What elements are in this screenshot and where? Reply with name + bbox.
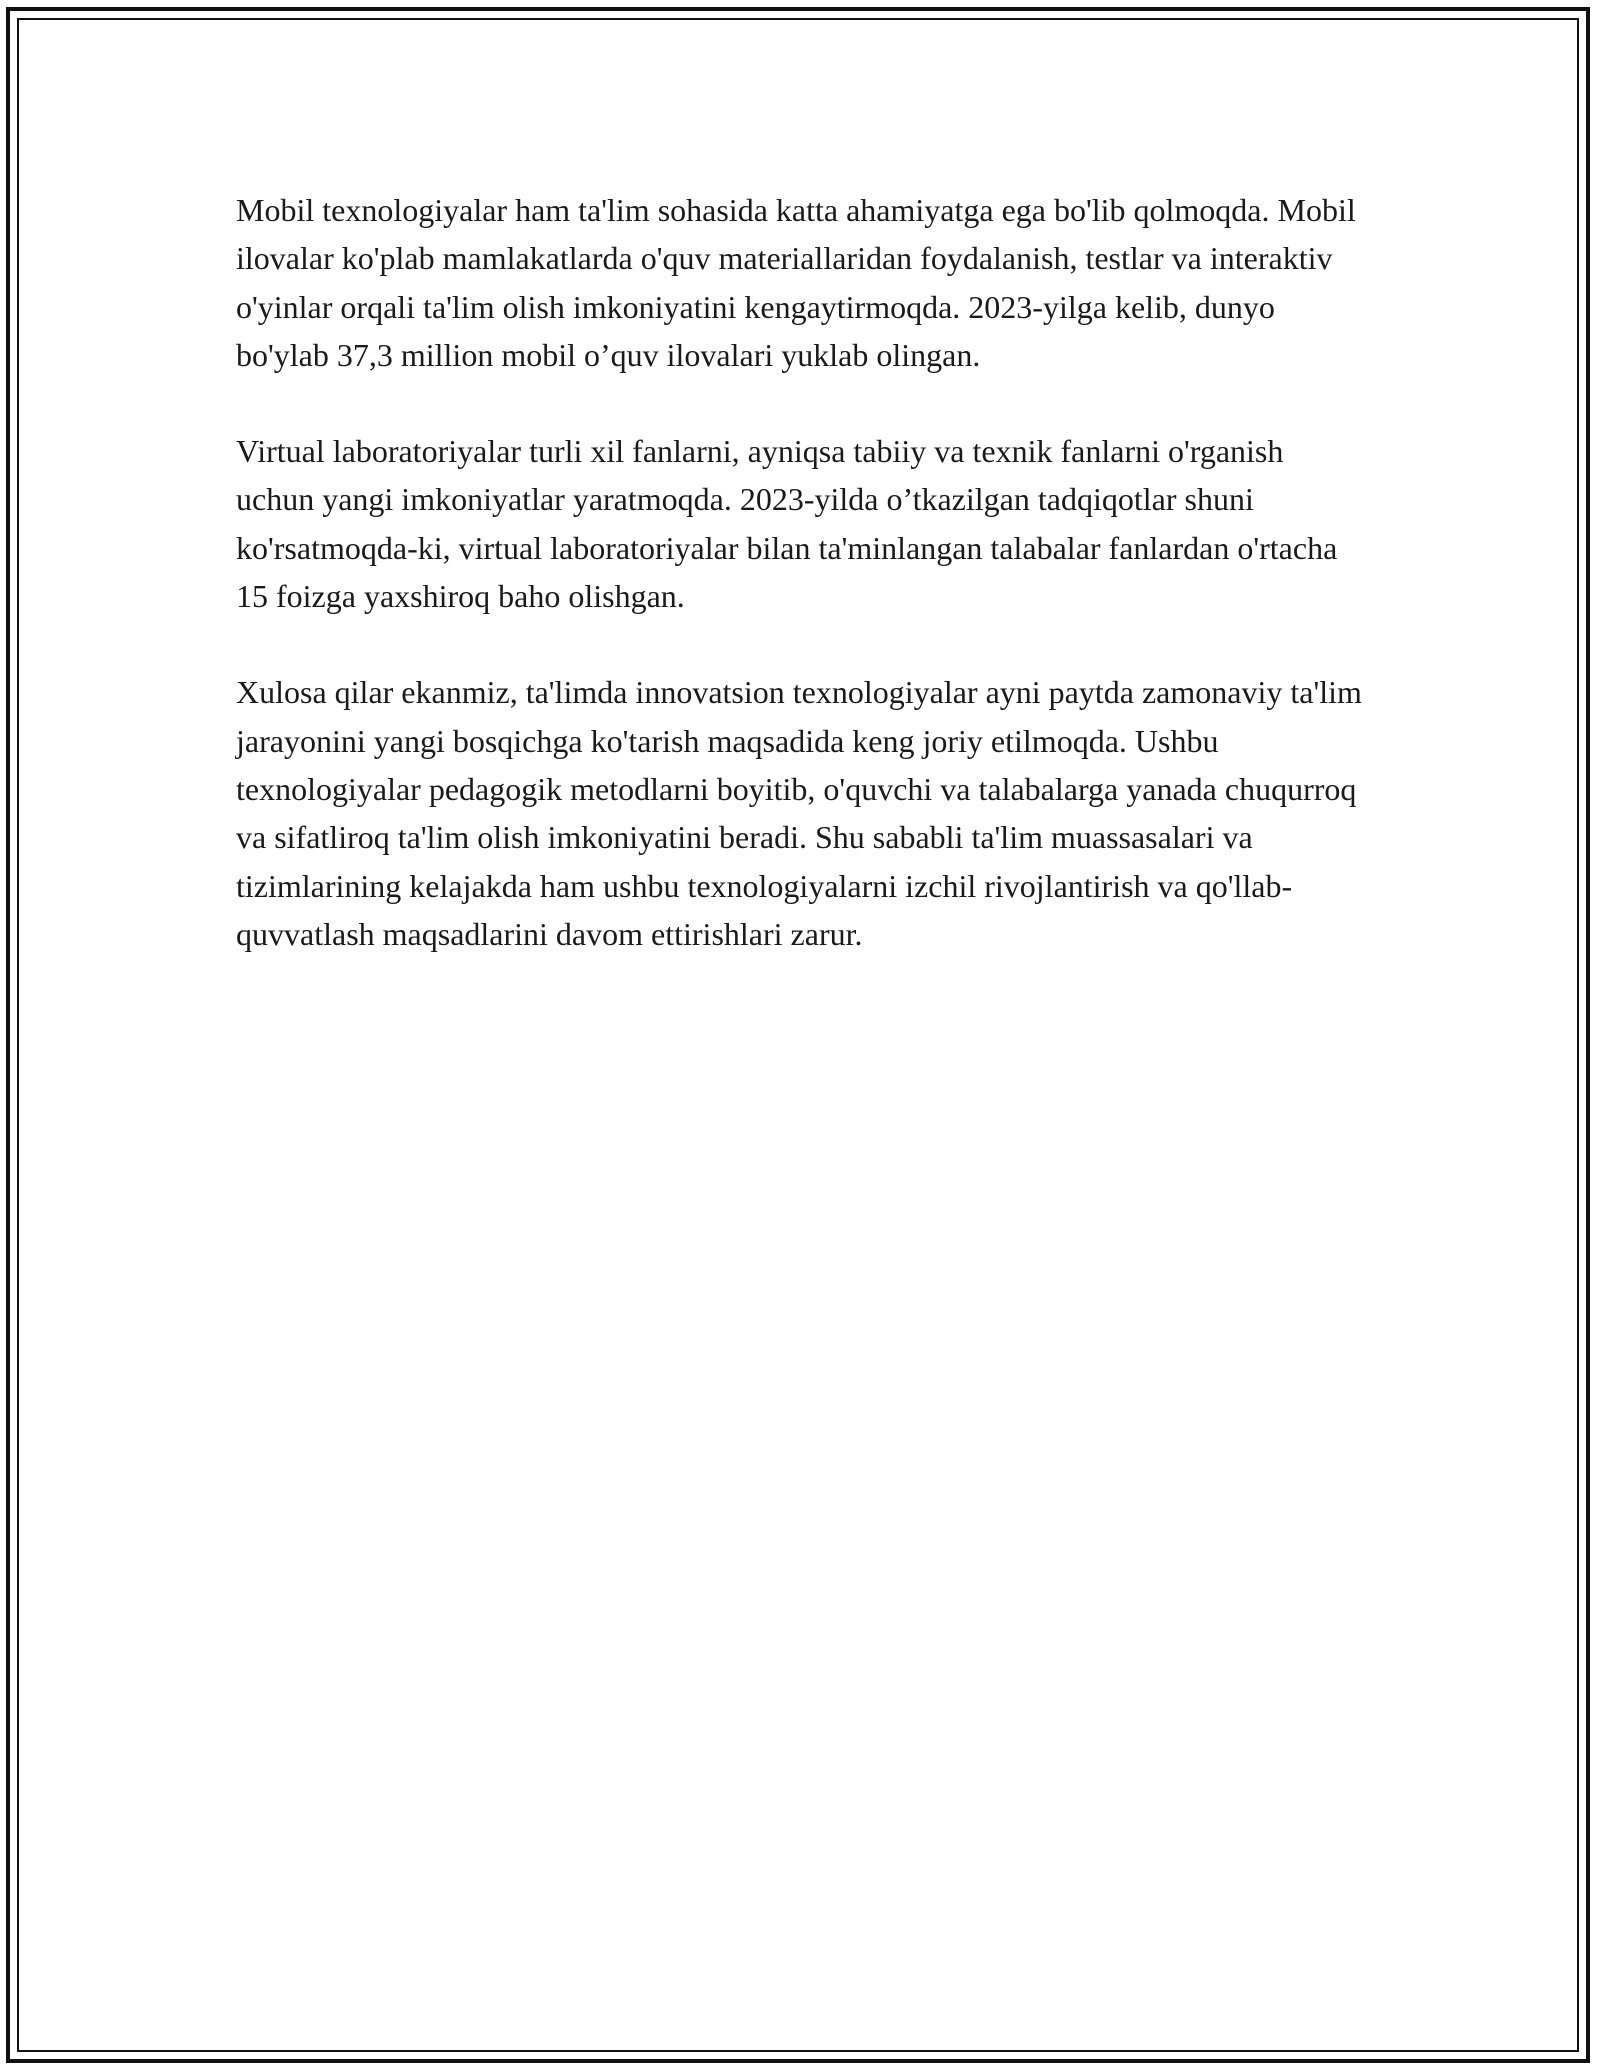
- paragraph-conclusion: Xulosa qilar ekanmiz, ta'limda innovatsion texnologiyalar ayni paytda zamonaviy ta'lim jarayonini yangi bosqichga ko'tarish maqsadida keng joriy etilmoqda. Ushbu texnologiyalar pedagogik metodlarni boyitib, o'quvchi va talabalarga yanada chuqurroq va sifatliroq ta'lim olish imkoniyatini beradi. Shu sababli ta'lim muassasalari va tizimlarining kelajakda ham ushbu texnologiyalarni izchil rivojlantirish va qo'llab-quvvatlash maqsadlarini davom ettirishlari zarur.: [236, 674, 1362, 952]
- paragraph-virtual-laboratories: Virtual laboratoriyalar turli xil fanlarni, ayniqsa tabiiy va texnik fanlarni o'rganish uchun yangi imkoniyatlar yaratmoqda. 2023-yilda o’tkazilgan tadqiqotlar shuni ko'rsatmoqda-ki, virtual laboratoriyalar bilan ta'minlangan talabalar fanlardan o'rtacha 15 foizga yaxshiroq baho olishgan.: [236, 433, 1338, 615]
- paragraph-mobile-technologies: Mobil texnologiyalar ham ta'lim sohasida katta ahamiyatga ega bo'lib qolmoqda. Mobil ilovalar ko'plab mamlakatlarda o'quv materiallaridan foydalanish, testlar va interaktiv o'yinlar orqali ta'lim olish imkoniyatini kengaytirmoqda. 2023-yilga kelib, dunyo bo'ylab 37,3 million mobil o’quv ilovalari yuklab olingan.: [236, 192, 1356, 373]
- document-body: [236, 186, 1366, 1006]
